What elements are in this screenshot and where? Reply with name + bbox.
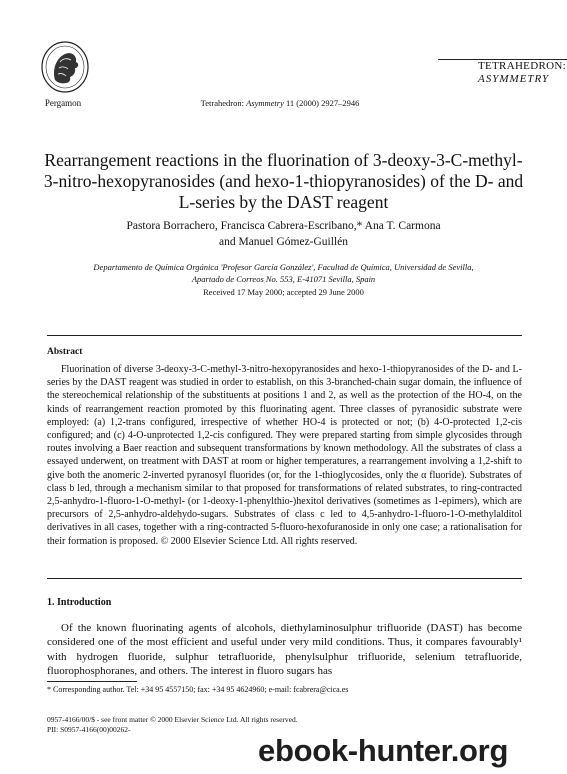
citation-prefix: Tetrahedron: (200, 98, 247, 108)
publisher-logo (40, 40, 90, 94)
article-title: Rearrangement reactions in the fluorination of 3-deoxy-3-C-methyl-3-nitro-hexopyranosides (and hexo-1-thiopyranosides) of the D- and L-series by the DAST reagent (43, 150, 524, 212)
watermark-text: ebook-hunter.org (258, 733, 509, 768)
authors-line1: Pastora Borrachero, Francisca Cabrera-Escribano,* Ana T. Carmona (126, 220, 441, 232)
affiliation (50, 262, 517, 285)
abstract-heading: Abstract (47, 347, 83, 357)
footnote-rule (47, 681, 137, 682)
received-dates: Received 17 May 2000; accepted 29 June 2000 (203, 287, 364, 297)
journal-citation (150, 98, 410, 108)
abstract-bottom-rule (47, 578, 522, 579)
issn-line1: 0957-4166/00/$ - see front matter © 2000 Elsevier Science Ltd. All rights reserved. (47, 715, 298, 724)
introduction-body: Of the known fluorinating agents of alcohols, diethylaminosulphur trifluoride (DAST) has become considered one of the most efficient and useful under very mild conditions. Thus, it compares favourably¹ with hydrogen fluoride, sulphur tetrafluoride, phenylsulphur trifluoride, selenium tetrafluoride, fluorophosphoranes, and others. The interest in fluoro sugars has (47, 622, 522, 677)
pii-line: PII: S0957-4166(00)00262- (47, 725, 131, 734)
journal-name-line1: TETRAHEDRON: (478, 60, 566, 72)
affiliation-line1: Departamento de Química Orgánica 'Profesor García González', Facultad de Química, Universidad de Sevilla, (93, 262, 474, 272)
authors-line2: and Manuel Gómez-Guillén (218, 236, 348, 248)
citation-journal: Asymmetry (246, 98, 284, 108)
affiliation-line2: Apartado de Correos No. 553, E-41071 Sevilla, Spain (191, 273, 376, 284)
publisher-name: Pergamon (44, 98, 82, 108)
abstract-body: Fluorination of diverse 3-deoxy-3-C-methyl-3-nitro-hexopyranosides and hexo-1-thiopyranosides of the D- and L-series by the DAST reagent was studied in order to establish, on this 3-branched-chain sugar domain, the influence of the stereochemical relationship of the substituents at positions 1 and 2, as well as the protection of the HO-4, on the kinds of rearrangement reaction promoted by this fluorinating agent. Three classes of pyranosidic substrate were employed: (a) 1,2-trans configured, irrespective of whether HO-4 is protected or not; (b) 4-O-protected 1,2-cis configured; and (c) 4-O-unprotected 1,2-cis configured. They were prepared starting from simple glycosides through routes involving a Baer reaction and subsequent transformations by known methodology. All the substrates of class a essayed underwent, on treatment with DAST at room or higher temperatures, a rearrangement involving a 1,2-shift to give both the anomeric 2-inverted pyranosyl fluorides (or, for the 1-thioglycosides, only the α fluoride). Substrates of class b led, through a mechanism similar to that proposed for transformations of related substrates, to ring-contracted 2,5-anhydro-1-fluoro-1-O-methyl- (or 1-deoxy-1-phenylthio-)hexitol derivatives (sometimes as 1-epimers), which are precursors of 2,5-anhydro-aldehydo-sugars. Substrates of class c led to 4,5-anhydro-1-fluoro-1-O-methylalditol derivatives in all cases, together with a ring-contracted 5-fluoro-hexofuranoside in only one case; a rationalisation for their formation is proposed. © 2000 Elsevier Science Ltd. All rights reserved. (47, 364, 522, 547)
author-list (60, 218, 507, 250)
issn-block (47, 715, 298, 735)
pergamon-emblem-icon (40, 40, 90, 94)
section-heading-introduction: 1. Introduction (47, 597, 112, 608)
journal-name (478, 60, 567, 86)
citation-suffix: 11 (2000) 2927–2946 (283, 98, 360, 108)
abstract-top-rule (47, 335, 522, 336)
journal-name-line2: ASYMMETRY (478, 73, 550, 85)
corresponding-author-footnote: * Corresponding author. Tel: +34 95 4557150; fax: +34 95 4624960; e-mail: fcabrera@cica.es (47, 685, 349, 694)
